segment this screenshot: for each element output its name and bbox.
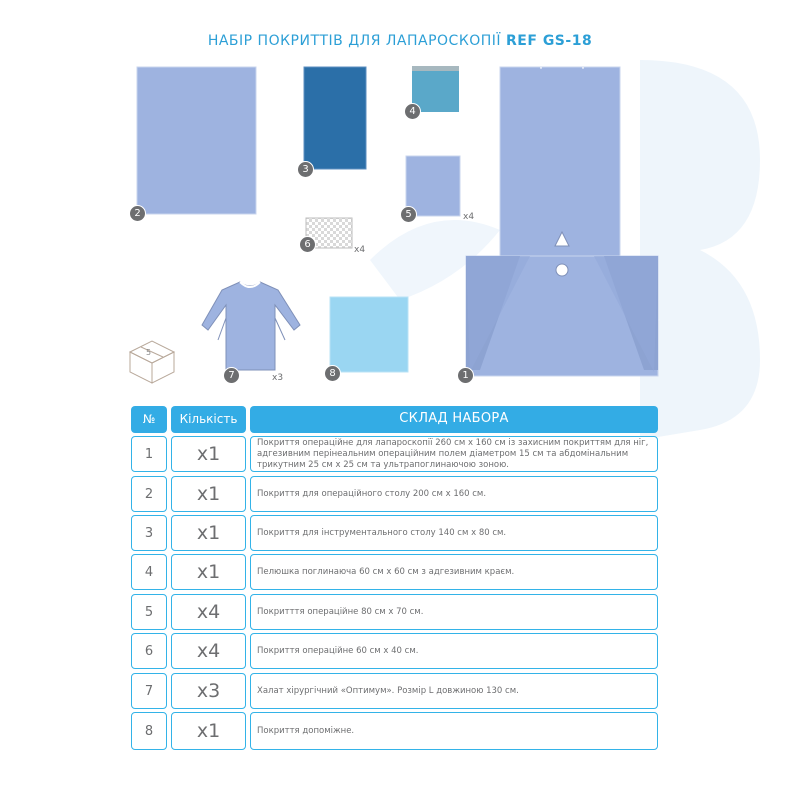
badge-2: 2 bbox=[129, 205, 146, 222]
badge-6: 6 bbox=[299, 236, 316, 253]
qty-label-item6: x4 bbox=[354, 245, 366, 255]
drape-item-5 bbox=[406, 156, 460, 216]
badge-4: 4 bbox=[404, 103, 421, 120]
box-number: 5 bbox=[146, 348, 152, 357]
row-6-number: 6 bbox=[131, 633, 167, 669]
box-icon bbox=[130, 341, 174, 383]
badge-7: 7 bbox=[223, 367, 240, 384]
header-quantity: Кількість bbox=[171, 406, 246, 433]
page-title bbox=[0, 33, 800, 49]
drape-item-8 bbox=[330, 297, 408, 372]
badge-5: 5 bbox=[400, 206, 417, 223]
row-1-quantity: x1 bbox=[171, 436, 246, 472]
row-8-number: 8 bbox=[131, 712, 167, 750]
row-8-description: Покриття допоміжне. bbox=[250, 712, 658, 750]
row-6-quantity: x4 bbox=[171, 633, 246, 669]
row-1-number: 1 bbox=[131, 436, 167, 472]
row-2-quantity: x1 bbox=[171, 476, 246, 512]
badge-1: 1 bbox=[457, 367, 474, 384]
header-number: № bbox=[131, 406, 167, 433]
qty-label-item7: x3 bbox=[272, 373, 284, 383]
qty-label-item5: x4 bbox=[463, 212, 475, 222]
header-composition: СКЛАД НАБОРА bbox=[250, 406, 658, 433]
row-4-description: Пелюшка поглинаюча 60 см х 60 см з адгезивним краєм. bbox=[250, 554, 658, 590]
row-2-number: 2 bbox=[131, 476, 167, 512]
drape-item-2 bbox=[137, 67, 256, 214]
badge-3: 3 bbox=[297, 161, 314, 178]
row-3-description: Покриття для інструментального столу 140 см х 80 см. bbox=[250, 515, 658, 551]
row-7-number: 7 bbox=[131, 673, 167, 709]
drape-item-3 bbox=[304, 67, 366, 169]
gown-item-7 bbox=[202, 282, 300, 370]
title-main: НАБІР ПОКРИТТІВ ДЛЯ ЛАПАРОСКОПІЇ bbox=[207, 33, 502, 49]
row-6-description: Покриття операційне 60 см х 40 см. bbox=[250, 633, 658, 669]
row-5-number: 5 bbox=[131, 594, 167, 630]
row-8-quantity: x1 bbox=[171, 712, 246, 750]
row-1-description: Покриття операційне для лапароскопії 260 см х 160 см із захисним покриттям для ніг, адгезивним перінеальним операційним полем діаметром 15 см та абдомінальним трикутним 25 см х 25 см та ультрапоглинаючою зоною. bbox=[250, 436, 658, 472]
row-7-description: Халат хірургічний «Оптимум». Розмір L довжиною 130 см. bbox=[250, 673, 658, 709]
row-7-quantity: x3 bbox=[171, 673, 246, 709]
row-3-quantity: x1 bbox=[171, 515, 246, 551]
row-3-number: 3 bbox=[131, 515, 167, 551]
row-4-quantity: x1 bbox=[171, 554, 246, 590]
row-2-description: Покриття для операційного столу 200 см х 160 см. bbox=[250, 476, 658, 512]
drape-item-1 bbox=[466, 67, 658, 376]
title-ref: REF GS-18 bbox=[506, 33, 593, 49]
badge-8: 8 bbox=[324, 365, 341, 382]
row-5-quantity: x4 bbox=[171, 594, 246, 630]
row-4-number: 4 bbox=[131, 554, 167, 590]
row-5-description: Покритття операційне 80 см х 70 см. bbox=[250, 594, 658, 630]
